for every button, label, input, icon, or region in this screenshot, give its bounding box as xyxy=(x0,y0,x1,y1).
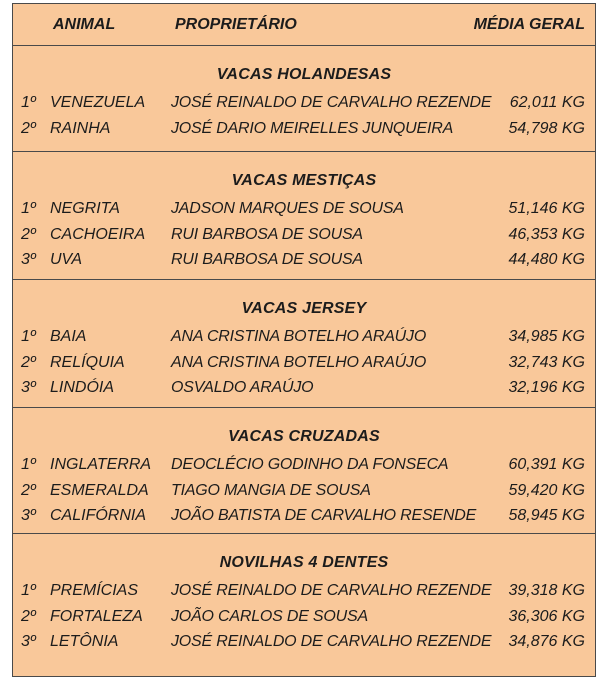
animal-cell: UVA xyxy=(50,251,83,268)
table-row xyxy=(13,200,595,225)
rank-cell: 2º xyxy=(21,225,36,243)
rank-cell: 2º xyxy=(21,119,36,137)
rank-cell: 1º xyxy=(21,94,36,111)
section-title: NOVILHAS 4 DENTES xyxy=(219,554,389,571)
animal-cell: RAINHA xyxy=(50,119,111,137)
owner-cell: OSVALDO ARAÚJO xyxy=(171,379,314,396)
average-cell: 34,985 KG xyxy=(508,328,585,345)
owner-cell: ANA CRISTINA BOTELHO ARAÚJO xyxy=(171,328,427,345)
animal-cell: NEGRITA xyxy=(50,200,120,217)
header-average: MÉDIA GERAL xyxy=(473,16,585,33)
average-cell: 32,743 KG xyxy=(508,353,585,371)
table-row xyxy=(13,482,595,507)
animal-cell: LINDÓIA xyxy=(50,379,115,396)
table-row xyxy=(13,507,595,532)
section-4 xyxy=(13,534,595,676)
table-row xyxy=(13,456,595,481)
average-cell: 51,146 KG xyxy=(508,200,585,217)
header-owner: PROPRIETÁRIO xyxy=(175,16,297,33)
average-cell: 44,480 KG xyxy=(508,251,585,268)
average-cell: 46,353 KG xyxy=(508,225,585,243)
rank-cell: 1º xyxy=(21,200,36,217)
owner-cell: TIAGO MANGIA DE SOUSA xyxy=(171,481,371,499)
section-3 xyxy=(13,408,595,534)
average-cell: 32,196 KG xyxy=(508,379,585,396)
rank-cell: 3º xyxy=(21,251,36,268)
rank-cell: 2º xyxy=(21,353,36,371)
animal-cell: INGLATERRA xyxy=(50,456,152,473)
owner-cell: JADSON MARQUES DE SOUSA xyxy=(171,200,404,217)
table-row xyxy=(13,120,595,145)
section-title: VACAS JERSEY xyxy=(241,300,367,317)
average-cell: 39,318 KG xyxy=(508,582,585,599)
owner-cell: JOSÉ REINALDO DE CARVALHO REZENDE xyxy=(171,94,492,111)
section-0 xyxy=(13,46,595,152)
owner-cell: JOSÉ REINALDO DE CARVALHO REZENDE xyxy=(171,582,492,599)
rank-cell: 3º xyxy=(21,507,36,524)
animal-cell: LETÔNIA xyxy=(50,633,119,650)
animal-cell: FORTALEZA xyxy=(50,607,143,625)
average-cell: 36,306 KG xyxy=(508,607,585,625)
table-row xyxy=(13,633,595,658)
section-2 xyxy=(13,280,595,408)
table-row xyxy=(13,354,595,379)
animal-cell: PREMÍCIAS xyxy=(50,582,139,599)
table-row xyxy=(13,226,595,251)
average-cell: 59,420 KG xyxy=(508,481,585,499)
average-cell: 58,945 KG xyxy=(508,507,585,524)
rank-cell: 1º xyxy=(21,328,36,345)
results-table xyxy=(12,3,596,677)
owner-cell: JOÃO BATISTA DE CARVALHO RESENDE xyxy=(171,507,477,524)
table-row xyxy=(13,608,595,633)
section-1 xyxy=(13,152,595,280)
section-title: VACAS MESTIÇAS xyxy=(231,172,377,189)
rank-cell: 2º xyxy=(21,607,36,625)
rank-cell: 1º xyxy=(21,582,36,599)
rank-cell: 2º xyxy=(21,481,36,499)
rank-cell: 3º xyxy=(21,379,36,396)
animal-cell: RELÍQUIA xyxy=(50,353,125,371)
owner-cell: JOSÉ DARIO MEIRELLES JUNQUEIRA xyxy=(171,119,454,137)
average-cell: 54,798 KG xyxy=(508,119,585,137)
owner-cell: JOÃO CARLOS DE SOUSA xyxy=(171,607,368,625)
owner-cell: RUI BARBOSA DE SOUSA xyxy=(171,225,363,243)
owner-cell: ANA CRISTINA BOTELHO ARAÚJO xyxy=(171,353,427,371)
animal-cell: VENEZUELA xyxy=(50,94,146,111)
header-animal: ANIMAL xyxy=(53,16,116,33)
table-row xyxy=(13,328,595,353)
table-header xyxy=(13,4,595,46)
table-row xyxy=(13,94,595,119)
rank-cell: 3º xyxy=(21,633,36,650)
animal-cell: CALIFÓRNIA xyxy=(50,507,147,524)
average-cell: 62,011 KG xyxy=(509,94,585,111)
animal-cell: ESMERALDA xyxy=(50,481,149,499)
table-row xyxy=(13,251,595,276)
section-title: VACAS HOLANDESAS xyxy=(216,66,392,83)
animal-cell: CACHOEIRA xyxy=(50,225,146,243)
owner-cell: RUI BARBOSA DE SOUSA xyxy=(171,251,363,268)
average-cell: 34,876 KG xyxy=(508,633,585,650)
table-row xyxy=(13,582,595,607)
rank-cell: 1º xyxy=(21,456,36,473)
average-cell: 60,391 KG xyxy=(508,456,585,473)
animal-cell: BAIA xyxy=(50,328,87,345)
owner-cell: JOSÉ REINALDO DE CARVALHO REZENDE xyxy=(171,633,492,650)
table-row xyxy=(13,379,595,404)
owner-cell: DEOCLÉCIO GODINHO DA FONSECA xyxy=(171,456,449,473)
section-title: VACAS CRUZADAS xyxy=(228,428,380,445)
